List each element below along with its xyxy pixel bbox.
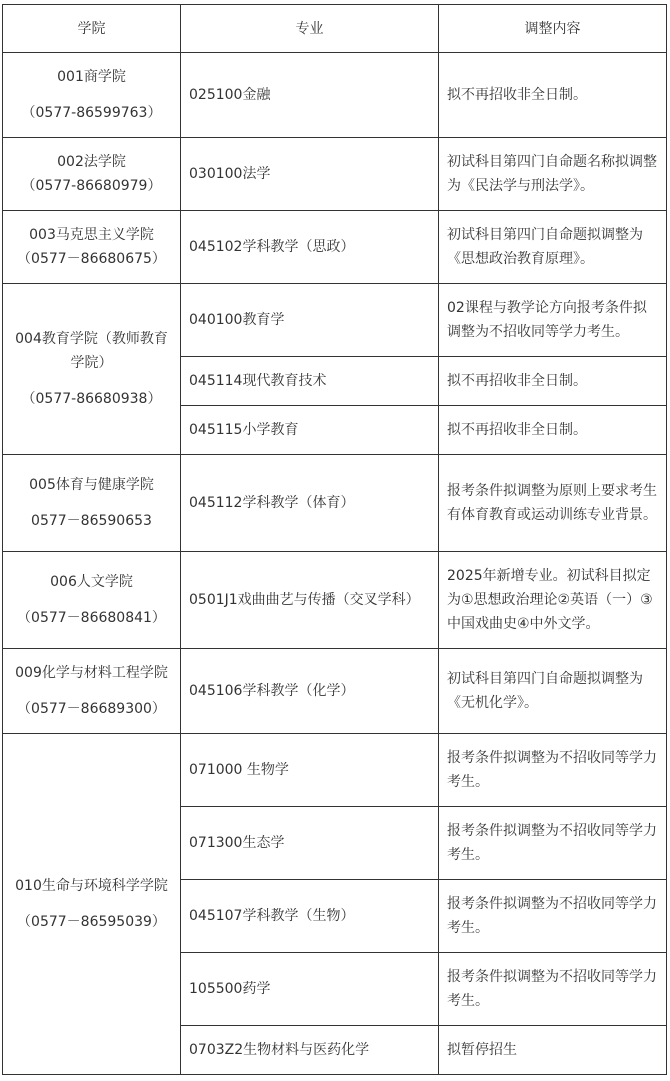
major-cell: 071000 生物学 xyxy=(181,734,439,807)
content-cell: 拟不再招收非全日制。 xyxy=(439,357,667,406)
college-cell xyxy=(3,284,181,455)
major-cell: 045115小学教育 xyxy=(181,406,439,455)
header-major: 专业 xyxy=(181,5,439,53)
content-cell: 报考条件拟调整为不招收同等学力考生。 xyxy=(439,953,667,1026)
college-cell xyxy=(3,211,181,284)
college-phone: （0577-86599763） xyxy=(21,105,162,121)
content-cell: 拟不再招收非全日制。 xyxy=(439,53,667,138)
college-phone: （0577－86689300） xyxy=(17,701,166,717)
header-row xyxy=(3,5,667,53)
table-row xyxy=(3,649,667,734)
major-cell: 0501J1戏曲曲艺与传播（交叉学科） xyxy=(181,552,439,649)
major-cell: 045106学科教学（化学） xyxy=(181,649,439,734)
content-cell: 初试科目第四门自命题拟调整为《无机化学》。 xyxy=(439,649,667,734)
major-cell: 045112学科教学（体育） xyxy=(181,455,439,552)
table-row xyxy=(3,552,667,649)
table-row xyxy=(3,53,667,138)
major-cell: 025100金融 xyxy=(181,53,439,138)
content-cell: 报考条件拟调整为不招收同等学力考生。 xyxy=(439,807,667,880)
content-cell: 拟暂停招生 xyxy=(439,1026,667,1075)
major-cell: 071300生态学 xyxy=(181,807,439,880)
content-cell: 报考条件拟调整为不招收同等学力考生。 xyxy=(439,734,667,807)
college-name: 003马克思主义学院 xyxy=(29,227,154,243)
college-cell xyxy=(3,455,181,552)
college-name: 009化学与材料工程学院 xyxy=(15,665,168,681)
table-row xyxy=(3,284,667,357)
header-college: 学院 xyxy=(3,5,181,53)
content-cell: 初试科目第四门自命题拟调整为《思想政治教育原理》。 xyxy=(439,211,667,284)
college-phone: （0577－86680675） xyxy=(17,251,166,267)
header-content: 调整内容 xyxy=(439,5,667,53)
adjustment-table xyxy=(2,4,667,1075)
table-row xyxy=(3,138,667,211)
major-cell: 045107学科教学（生物） xyxy=(181,880,439,953)
major-cell: 045102学科教学（思政） xyxy=(181,211,439,284)
content-cell: 报考条件拟调整为原则上要求考生有体育教育或运动训练专业背景。 xyxy=(439,455,667,552)
table-row xyxy=(3,734,667,807)
college-name: 005体育与健康学院 xyxy=(29,477,154,493)
college-name: 006人文学院 xyxy=(50,574,133,590)
content-cell: 初试科目第四门自命题名称拟调整为《民法学与刑法学》。 xyxy=(439,138,667,211)
college-cell xyxy=(3,734,181,1075)
major-cell: 0703Z2生物材料与医药化学 xyxy=(181,1026,439,1075)
college-cell xyxy=(3,138,181,211)
college-cell xyxy=(3,552,181,649)
major-cell: 105500药学 xyxy=(181,953,439,1026)
major-cell: 040100教育学 xyxy=(181,284,439,357)
college-phone: 0577－86590653 xyxy=(31,513,152,529)
content-cell: 02课程与教学论方向报考条件拟调整为不招收同等学力考生。 xyxy=(439,284,667,357)
college-name: 002法学院 xyxy=(57,154,126,170)
content-cell: 报考条件拟调整为不招收同等学力考生。 xyxy=(439,880,667,953)
college-name: 001商学院 xyxy=(57,69,126,85)
college-name: 010生命与环境科学学院 xyxy=(15,878,168,894)
major-cell: 045114现代教育技术 xyxy=(181,357,439,406)
college-cell xyxy=(3,649,181,734)
college-phone: （0577-86680938） xyxy=(21,391,162,407)
college-cell xyxy=(3,53,181,138)
college-phone: （0577－86595039） xyxy=(17,914,166,930)
college-phone: （0577-86680979） xyxy=(21,178,162,194)
college-phone: （0577－86680841） xyxy=(17,610,166,626)
content-cell: 2025年新增专业。初试科目拟定为①思想政治理论②英语（一）③中国戏曲史④中外文学。 xyxy=(439,552,667,649)
table-row xyxy=(3,455,667,552)
college-name: 004教育学院（教师教育学院） xyxy=(15,331,168,371)
content-cell: 拟不再招收非全日制。 xyxy=(439,406,667,455)
table-row xyxy=(3,211,667,284)
major-cell: 030100法学 xyxy=(181,138,439,211)
